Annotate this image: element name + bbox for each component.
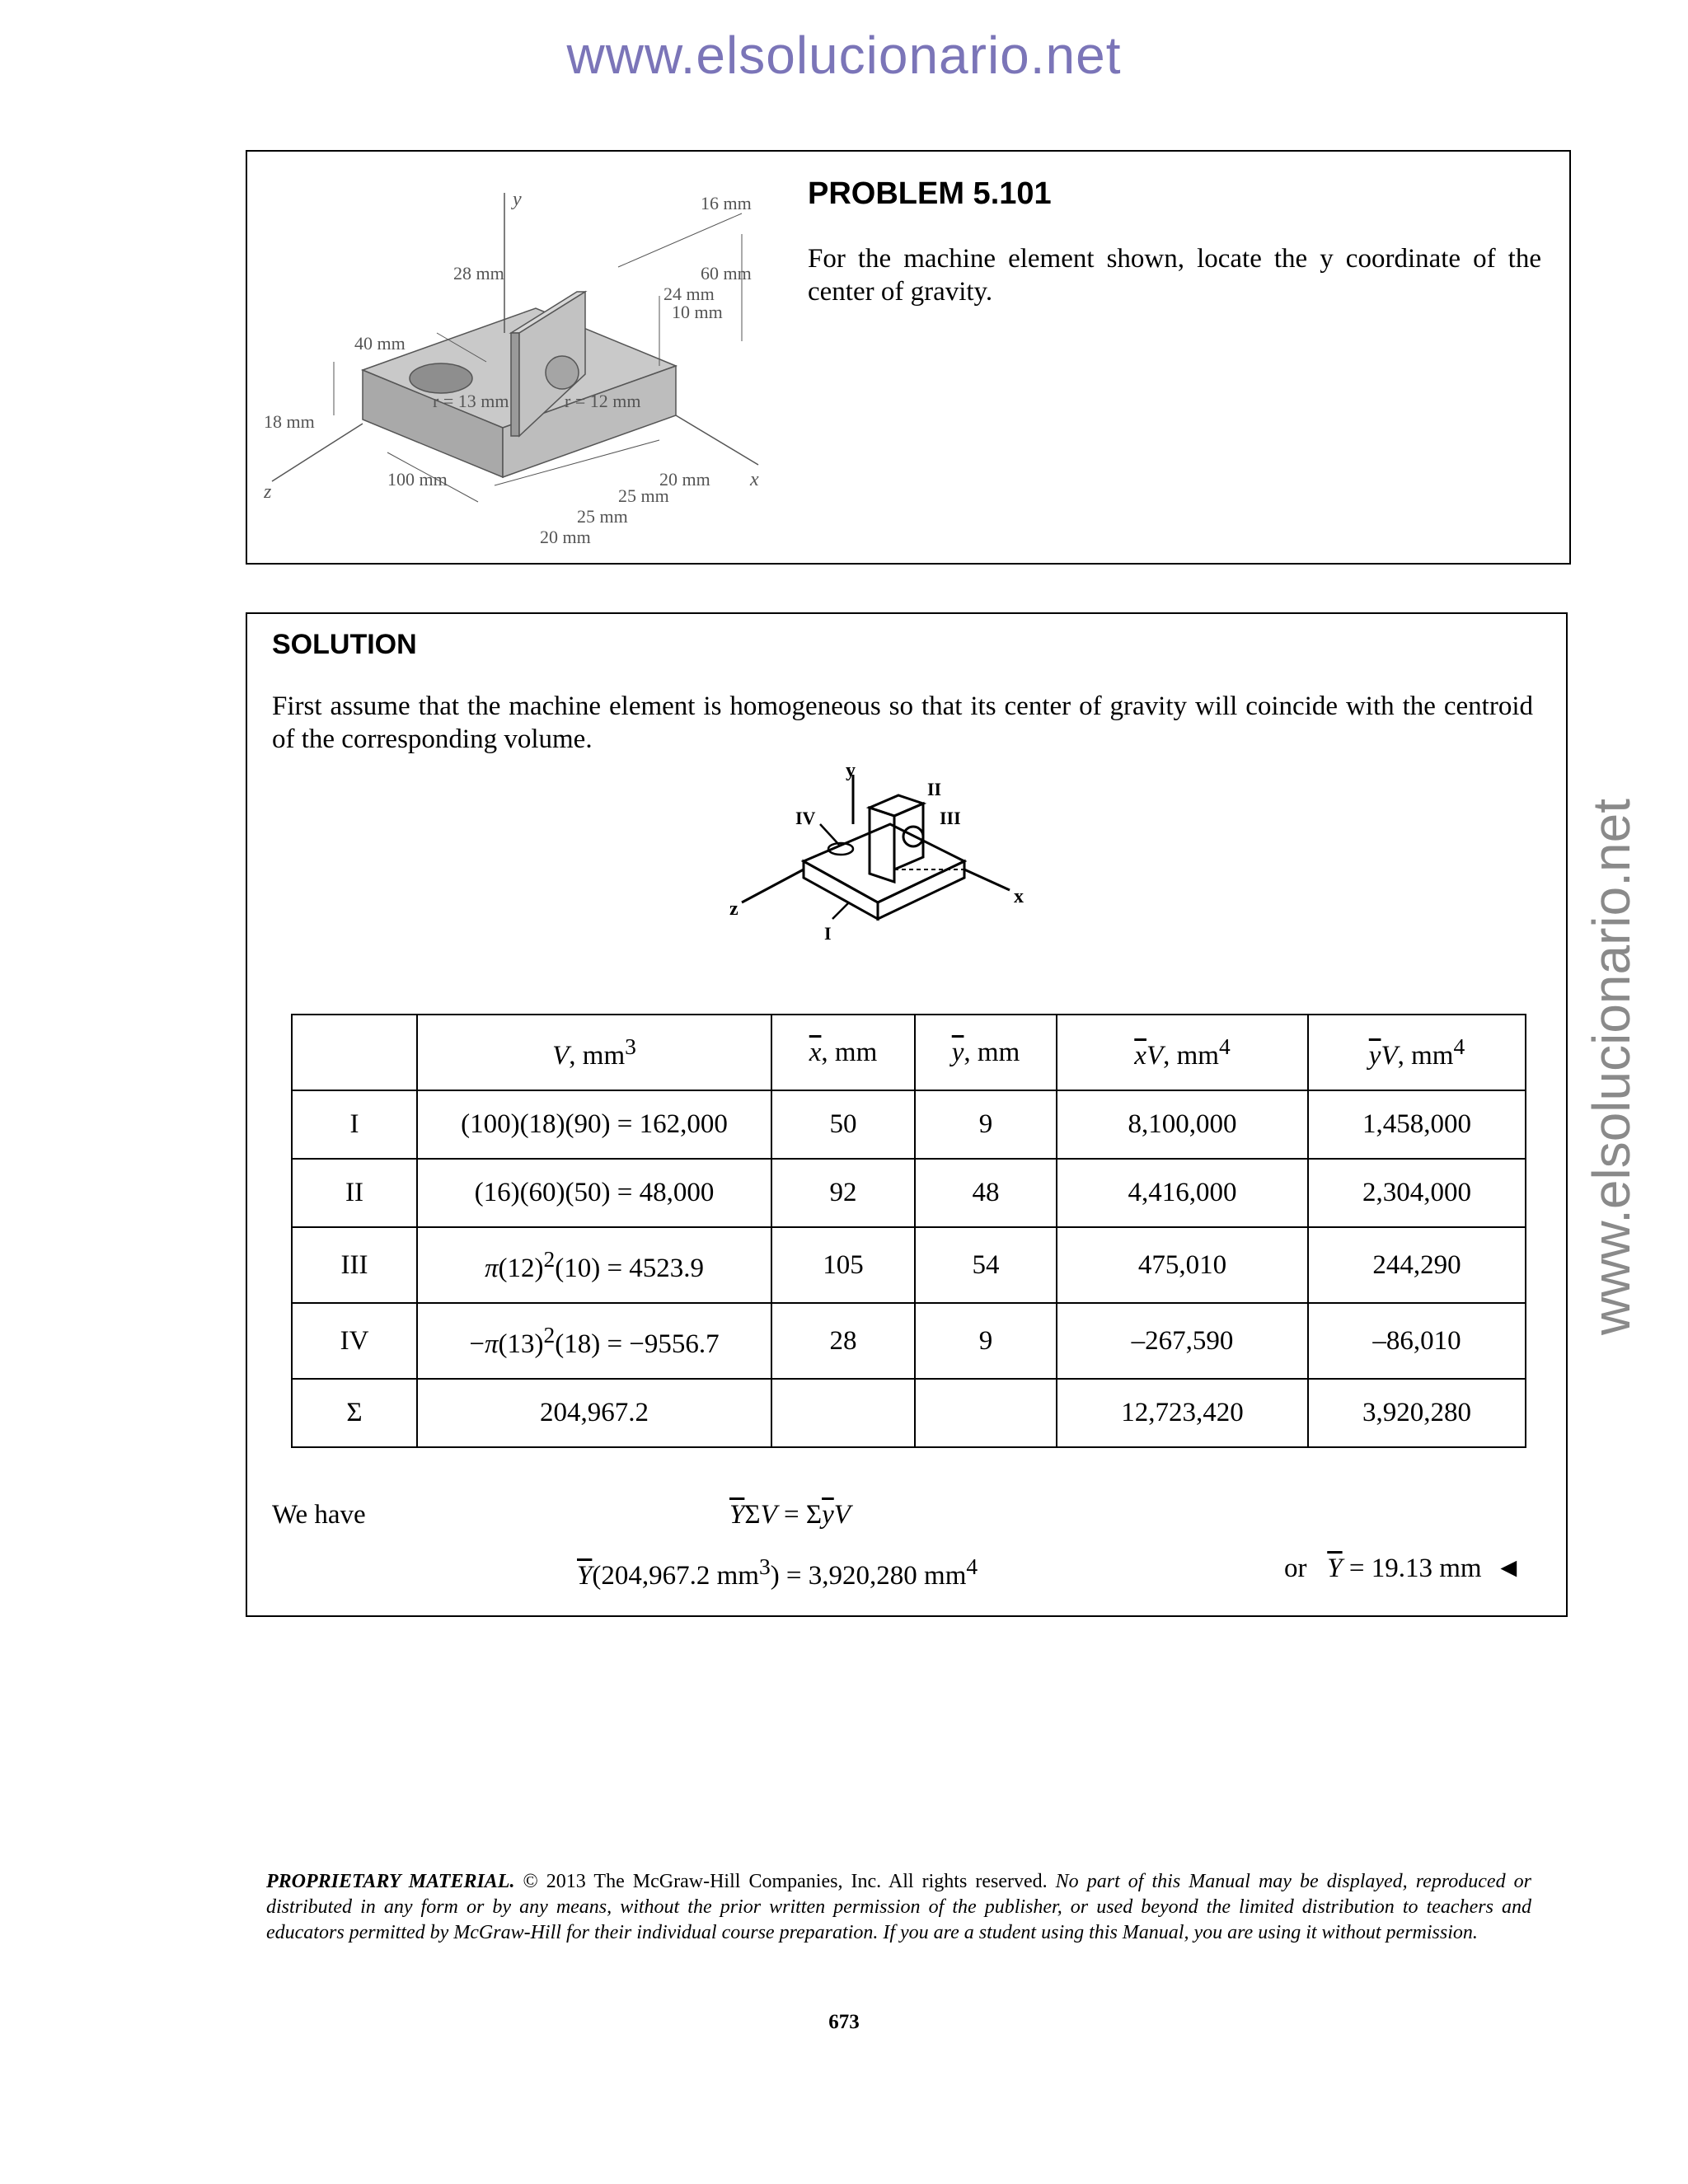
svg-text:IV: IV bbox=[795, 808, 816, 828]
table-cell: Σ bbox=[292, 1379, 417, 1447]
page-number: 673 bbox=[828, 2011, 860, 2033]
table-cell: 3,920,280 bbox=[1308, 1379, 1526, 1447]
svg-text:25 mm: 25 mm bbox=[577, 506, 628, 527]
footer-italic: No part of this Manual may be displayed, reproduced or distributed in any form or by any means, without the prior written permission of the publisher, or used beyond the limited distribution to teachers and educators permitted by McGraw-Hill for their individual course preparation. If you are a student using this Manual, you are using it without permission. bbox=[266, 1871, 1531, 1943]
svg-text:x: x bbox=[1014, 886, 1024, 907]
svg-text:24 mm: 24 mm bbox=[663, 284, 715, 304]
svg-text:y: y bbox=[513, 189, 522, 210]
table-cell: $\pi(12)^2(10) = 4523.9$ bbox=[417, 1227, 771, 1303]
table-row bbox=[292, 1227, 1526, 1303]
svg-text:II: II bbox=[927, 779, 942, 799]
svg-text:60 mm: 60 mm bbox=[701, 263, 752, 284]
table-cell: II bbox=[292, 1159, 417, 1227]
svg-text:y: y bbox=[846, 766, 856, 781]
watermark-top: www.elsolucionario.net bbox=[566, 26, 1122, 85]
table-cell: 48 bbox=[915, 1159, 1057, 1227]
table-row bbox=[292, 1090, 1526, 1159]
table-cell: 12,723,420 bbox=[1057, 1379, 1308, 1447]
table-cell: 475,010 bbox=[1057, 1227, 1308, 1303]
table-cell: I bbox=[292, 1090, 417, 1159]
problem-box bbox=[246, 150, 1571, 565]
table-cell: 1,458,000 bbox=[1308, 1090, 1526, 1159]
table-header-cell: $\overline{y}V$, $mm^4$ bbox=[1308, 1015, 1526, 1090]
table-cell: 9 bbox=[915, 1090, 1057, 1159]
table-cell: 2,304,000 bbox=[1308, 1159, 1526, 1227]
svg-text:r = 13 mm: r = 13 mm bbox=[433, 391, 509, 411]
table-cell: –86,010 bbox=[1308, 1303, 1526, 1379]
table-header-cell: $\overline{x}V$, $mm^4$ bbox=[1057, 1015, 1308, 1090]
table-header-cell: $\overline{x}$, mm bbox=[771, 1015, 915, 1090]
svg-text:100 mm: 100 mm bbox=[387, 469, 448, 490]
table-row bbox=[292, 1303, 1526, 1379]
we-have-label: We have bbox=[272, 1500, 366, 1530]
watermark-side: www.elsolucionario.net bbox=[1582, 799, 1641, 1335]
table-cell: III bbox=[292, 1227, 417, 1303]
table-cell: 9 bbox=[915, 1303, 1057, 1379]
solution-box bbox=[246, 612, 1568, 1617]
svg-text:25 mm: 25 mm bbox=[618, 485, 669, 506]
equation-2: $\overline{Y}(204,967.2$ $mm^3) = 3,920,280$ $mm^4$ bbox=[577, 1554, 978, 1591]
equation-1: $\overline{Y}\Sigma V = \Sigma\overline{y}V$ bbox=[729, 1500, 851, 1530]
table-cell bbox=[915, 1379, 1057, 1447]
table-cell: 28 bbox=[771, 1303, 915, 1379]
table-cell bbox=[771, 1379, 915, 1447]
copyright-footer bbox=[266, 1869, 1531, 1946]
svg-text:20 mm: 20 mm bbox=[659, 469, 710, 490]
svg-text:18 mm: 18 mm bbox=[264, 411, 315, 432]
table-cell: 8,100,000 bbox=[1057, 1090, 1308, 1159]
decomposition-sketch bbox=[725, 766, 1096, 972]
table-cell: (16)(60)(50) = 48,000 bbox=[417, 1159, 771, 1227]
svg-text:I: I bbox=[824, 923, 832, 944]
table-cell: 92 bbox=[771, 1159, 915, 1227]
footer-bold: PROPRIETARY MATERIAL. bbox=[266, 1871, 515, 1892]
final-answer: or $\overline{Y} = 19.13$ mm ◄ bbox=[1284, 1554, 1522, 1583]
table-row bbox=[292, 1159, 1526, 1227]
footer-normal: © 2013 The McGraw-Hill Companies, Inc. All rights reserved. bbox=[514, 1871, 1056, 1892]
table-header-cell: V, $mm^3$ bbox=[417, 1015, 771, 1090]
svg-text:28 mm: 28 mm bbox=[453, 263, 504, 284]
problem-title: PROBLEM 5.101 bbox=[808, 176, 1052, 211]
table-header-row bbox=[292, 1015, 1526, 1090]
svg-text:z: z bbox=[264, 481, 272, 503]
table-cell: (100)(18)(90) = 162,000 bbox=[417, 1090, 771, 1159]
table-cell: 105 bbox=[771, 1227, 915, 1303]
problem-statement: For the machine element shown, locate the y coordinate of the center of gravity. bbox=[808, 244, 1541, 307]
table-cell: 54 bbox=[915, 1227, 1057, 1303]
table-cell: 244,290 bbox=[1308, 1227, 1526, 1303]
centroid-table bbox=[291, 1014, 1526, 1448]
svg-text:III: III bbox=[940, 808, 961, 828]
table-header-cell bbox=[292, 1015, 417, 1090]
table-cell: 4,416,000 bbox=[1057, 1159, 1308, 1227]
svg-text:r = 12 mm: r = 12 mm bbox=[565, 391, 641, 411]
solution-intro: First assume that the machine element is homogeneous so that its center of gravity will coincide with the centroid of the corresponding volume. bbox=[272, 691, 1533, 754]
table-cell: $-\pi(13)^2(18) = -9556.7$ bbox=[417, 1303, 771, 1379]
table-cell: –267,590 bbox=[1057, 1303, 1308, 1379]
table-header-cell: $\overline{y}$, mm bbox=[915, 1015, 1057, 1090]
table-cell: 50 bbox=[771, 1090, 915, 1159]
svg-text:10 mm: 10 mm bbox=[672, 302, 723, 322]
machine-element-figure bbox=[264, 168, 791, 551]
svg-text:40 mm: 40 mm bbox=[354, 333, 406, 354]
table-total-row bbox=[292, 1379, 1526, 1447]
solution-title: SOLUTION bbox=[272, 629, 417, 660]
svg-text:z: z bbox=[729, 898, 738, 920]
svg-text:x: x bbox=[750, 469, 759, 490]
table-cell: IV bbox=[292, 1303, 417, 1379]
svg-text:16 mm: 16 mm bbox=[701, 193, 752, 213]
svg-text:20 mm: 20 mm bbox=[540, 527, 591, 547]
table-cell: 204,967.2 bbox=[417, 1379, 771, 1447]
